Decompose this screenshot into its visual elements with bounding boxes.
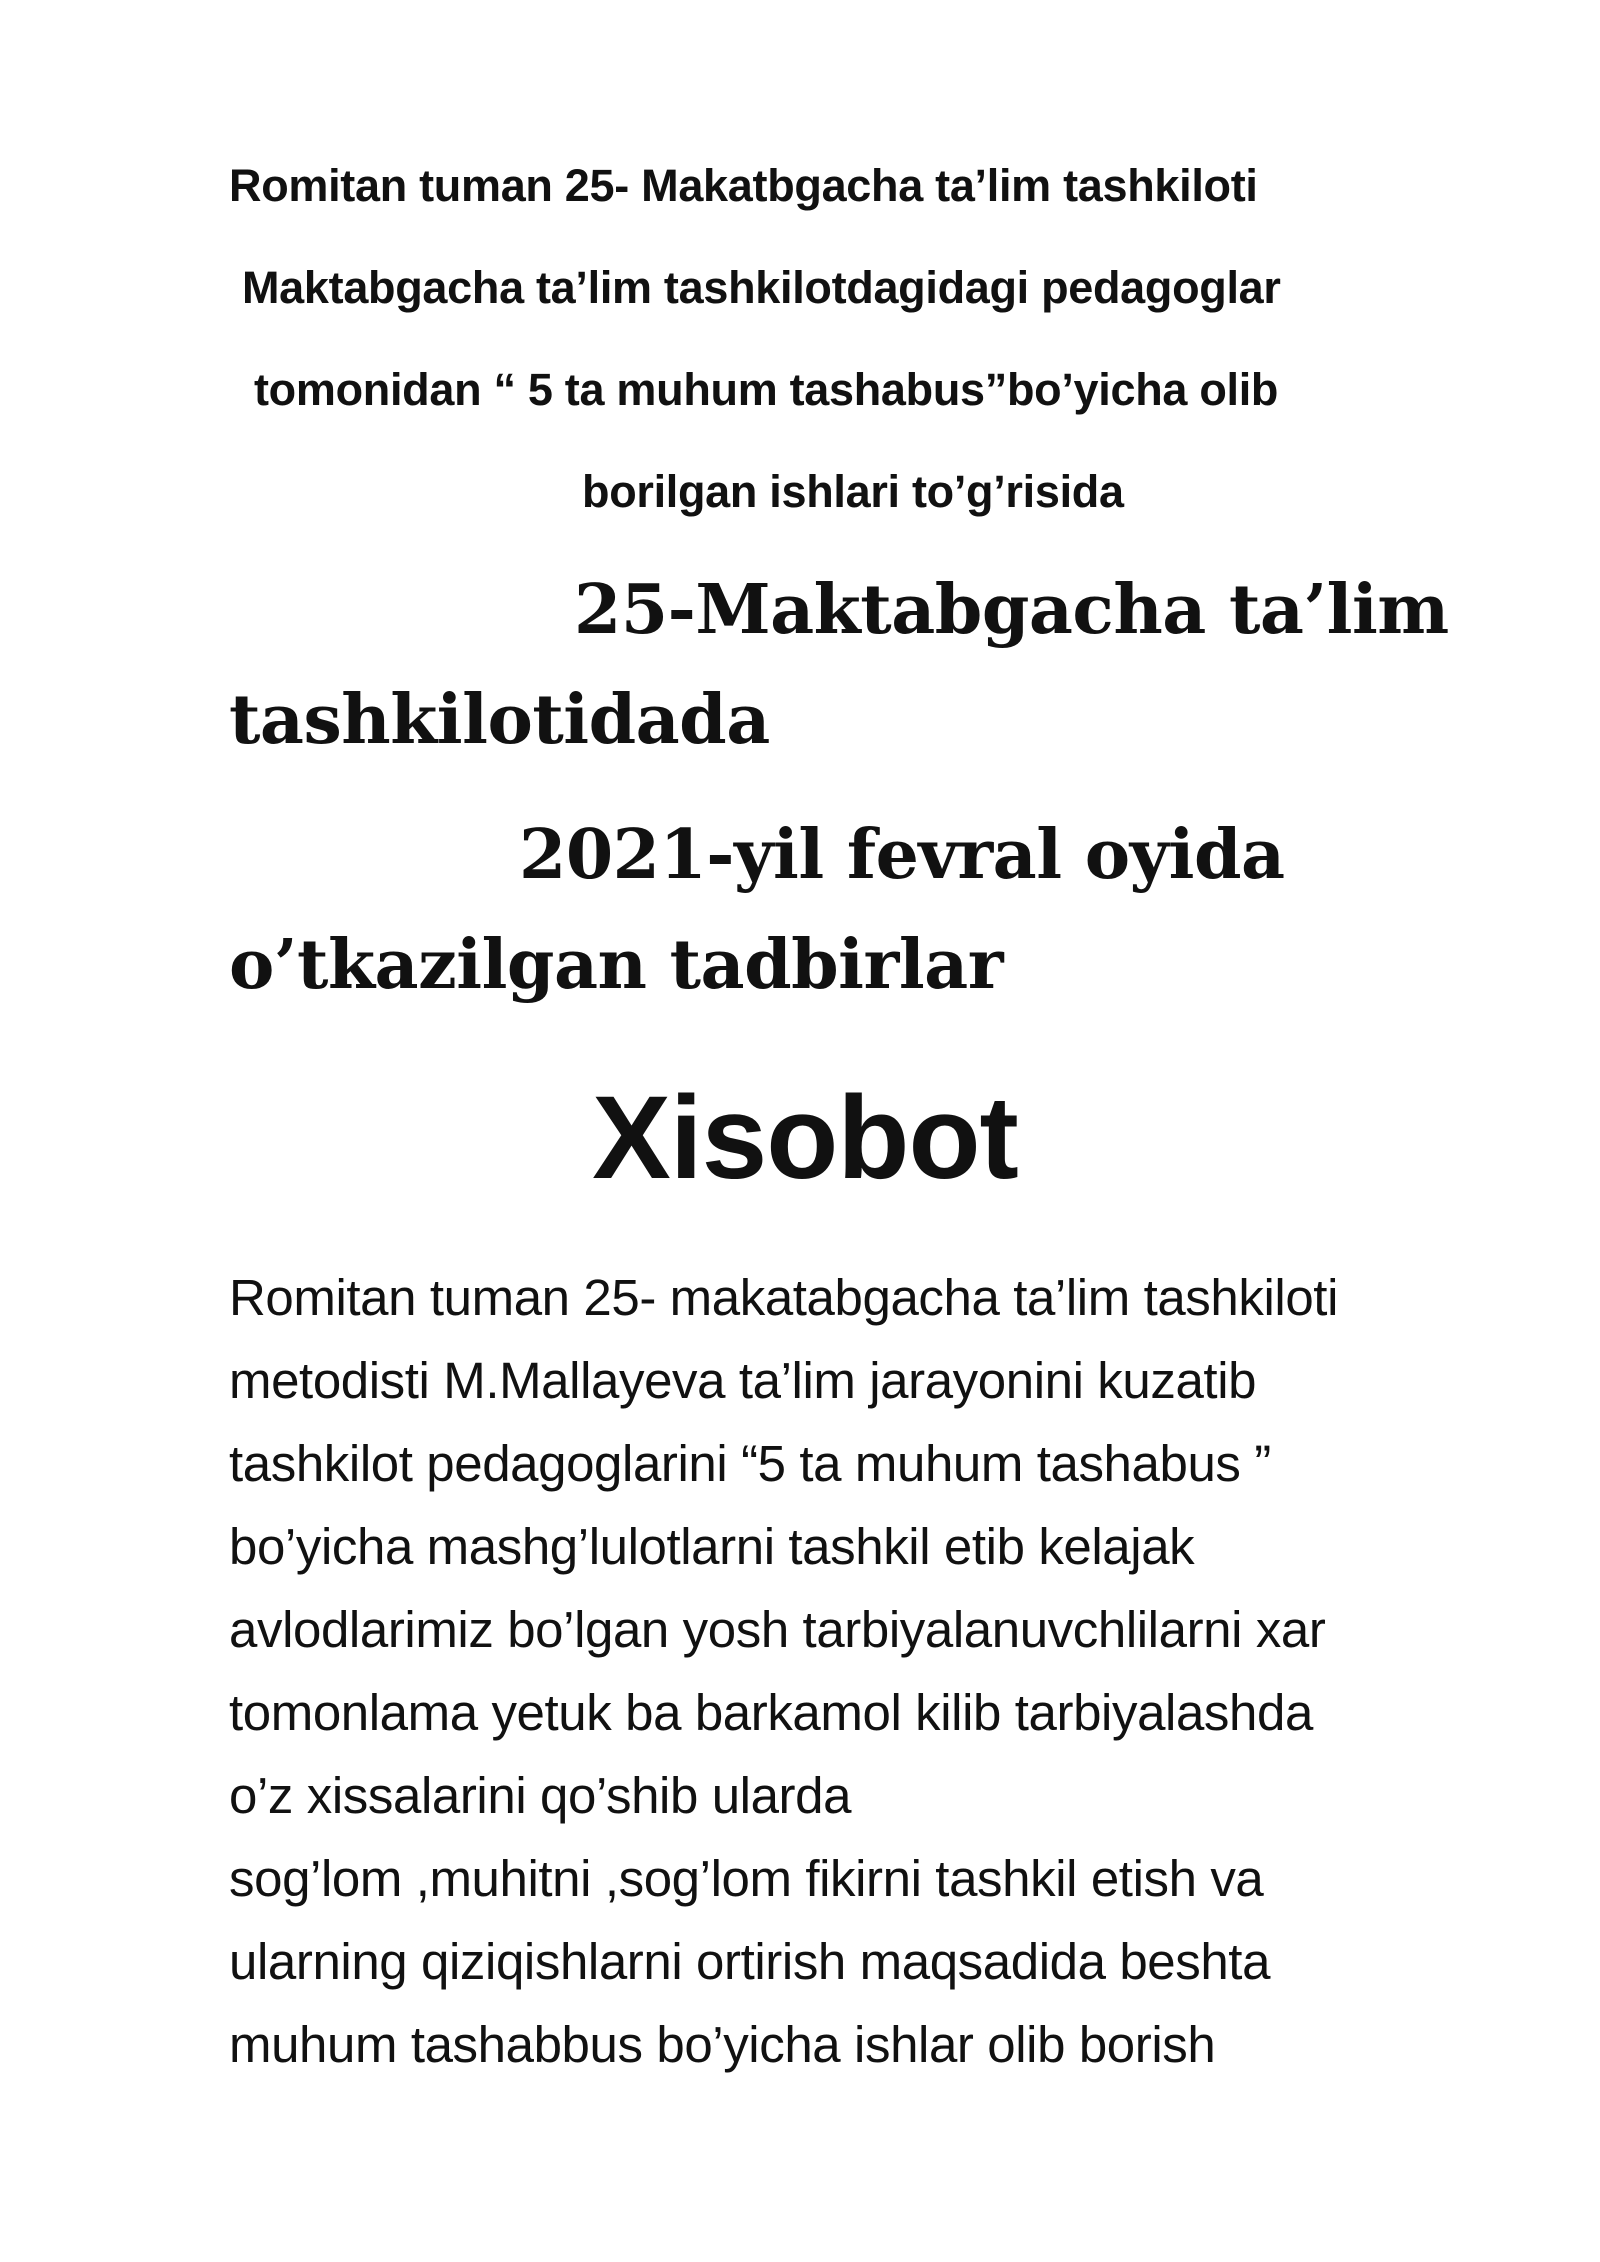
body-line: sog’lom ,muhitni ,sog’lom fikirni tashkil etish va bbox=[229, 1850, 1264, 1907]
body-line: bo’yicha mashg’lulotlarni tashkil etib kelajak bbox=[229, 1518, 1195, 1575]
body-line: o’z xissalarini qo’shib ularda bbox=[229, 1767, 852, 1824]
body-line: ularning qiziqishlarni ortirish maqsadida beshta bbox=[229, 1933, 1271, 1990]
body-line: avlodlarimiz bo’lgan yosh tarbiyalanuvchlilarni xar bbox=[229, 1601, 1326, 1658]
body-line: tomonlama yetuk ba barkamol kilib tarbiyalashda bbox=[229, 1684, 1313, 1741]
header-line-2: Maktabgacha ta’lim tashkilotdagidagi pedagoglar bbox=[242, 262, 1281, 313]
header-line-1: Romitan tuman 25- Makatbgacha ta’lim tashkiloti bbox=[229, 160, 1258, 211]
subtitle-line-3: 2021-yil fevral oyida bbox=[519, 815, 1285, 895]
document-title: Xisobot bbox=[592, 1072, 1018, 1204]
header-line-3: tomonidan “ 5 ta muhum tashabus”bo’yicha olib bbox=[254, 364, 1279, 415]
subtitle-line-2: tashkilotidada bbox=[229, 680, 770, 760]
body-line: muhum tashabbus bo’yicha ishlar olib borish bbox=[229, 2016, 1216, 2073]
subtitle-line-1: 25-Maktabgacha ta’lim bbox=[574, 570, 1449, 650]
header-line-4: borilgan ishlari to’g’risida bbox=[582, 466, 1124, 517]
body-line: Romitan tuman 25- makatabgacha ta’lim tashkiloti bbox=[229, 1269, 1339, 1326]
body-line: tashkilot pedagoglarini “5 ta muhum tashabus ” bbox=[229, 1435, 1271, 1492]
subtitle-line-4: o’tkazilgan tadbirlar bbox=[229, 925, 1004, 1005]
body-line: metodisti M.Mallayeva ta’lim jarayonini kuzatib bbox=[229, 1352, 1257, 1409]
